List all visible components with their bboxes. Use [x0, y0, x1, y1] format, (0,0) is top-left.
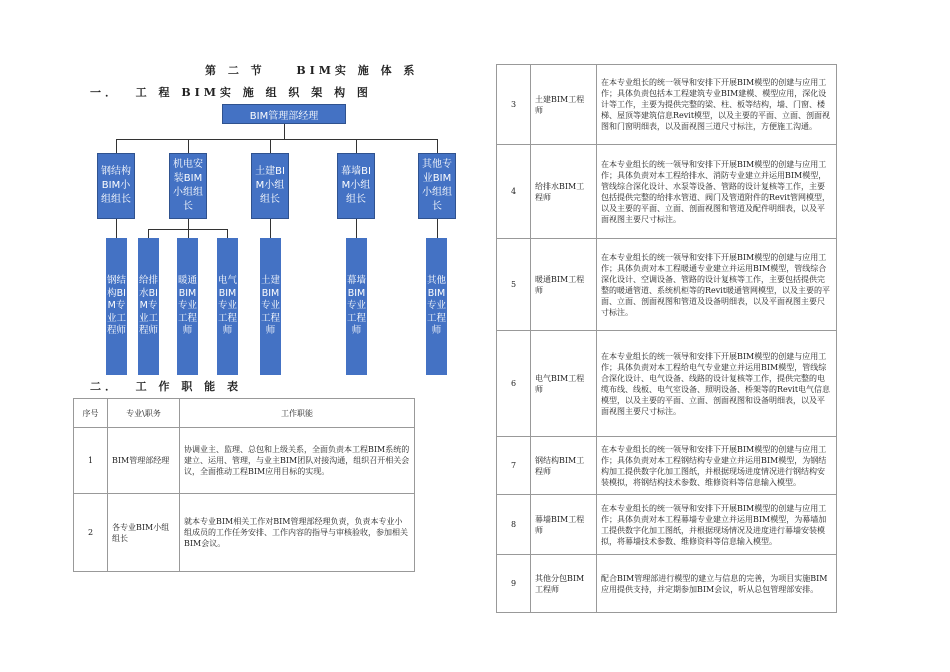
table-row — [497, 495, 837, 555]
row-role: 暖通BIM工程师 — [531, 239, 597, 331]
connector — [270, 219, 271, 238]
row-duty: 在本专业组长的统一领导和安排下开展BIM模型的创建与应用工作；具体负责对本工程暖通专业建立并运用BIM模型，管线综合深化设计、空调设备、管路的设计复核等工作，主要包括提供完整的暖通管道、系统机柜等的Revit暖通管网模型，以及主要的平面、立面、剖面视图和管道及设备明细表，以及平面视图主要尺寸标注。 — [597, 239, 837, 331]
row-duty: 配合BIM管理部进行模型的建立与信息的完善，为项目实施BIM应用提供支持，并定期参加BIM会议，听从总包管理部安排。 — [597, 555, 837, 613]
org-group-box: 土建BIM小组组长 — [251, 153, 289, 219]
row-duty: 在本专业组长的统一领导和安排下开展BIM模型的创建与应用工作；具体负责对本工程给电气专业建立并运用BIM模型，管线综合深化设计、电气设备、线路的设计复核等工作，提供完整的电缆布线、线板、电气室设备、照明设备、桥架等的Revit电气信息模型，以及主要的平面、立面、剖面视图和设备明细表，以及平面视图主要尺寸标注。 — [597, 331, 837, 437]
connector — [188, 219, 189, 229]
duty-table-left — [73, 398, 415, 572]
row-no: 6 — [497, 331, 531, 437]
org-engineer-box: 给排水BIM专业工程师 — [138, 238, 159, 375]
row-no: 7 — [497, 437, 531, 495]
org-group-box: 幕墙BIM小组组长 — [337, 153, 375, 219]
row-no: 8 — [497, 495, 531, 555]
connector — [437, 139, 438, 153]
col-header-role: 专业\职务 — [108, 399, 180, 428]
table-row — [74, 428, 415, 494]
org-chart-heading: 一． 工 程 BIM实 施 组 织 架 构 图 — [90, 86, 372, 99]
table-row — [74, 494, 415, 572]
row-no: 2 — [74, 494, 108, 572]
row-role: 各专业BIM小组组长 — [108, 494, 180, 572]
row-no: 4 — [497, 145, 531, 239]
connector — [284, 124, 285, 139]
org-engineer-box: 钢结构BIM专业工程师 — [106, 238, 127, 375]
page-title: 第 二 节 BIM实 施 体 系 — [205, 64, 419, 77]
table-header-row — [74, 399, 415, 428]
table-row — [497, 331, 837, 437]
row-duty: 在本专业组长的统一领导和安排下开展BIM模型的创建与应用工作；具体负责对本工程给排水、消防专业建立并运用BIM模型，管线综合深化设计、水泵等设备、管路的设计复核等工作，主要包括提供完整的给排水管道、阀门及管道附件的Revit管网模型，以及主要的平面、立面、剖面视图和管道及配件明细表，以及平面视图主要尺寸标注。 — [597, 145, 837, 239]
org-group-box: 其他专业BIM小组组长 — [418, 153, 456, 219]
table-row — [497, 65, 837, 145]
row-duty: 在本专业组长的统一领导和安排下开展BIM模型的创建与应用工作；具体负责对本工程幕墙专业建立并运用BIM模型，为幕墙加工提供数字化加工图纸，并根据现场情况及进度进行幕墙安装模拟，将幕墙技术参数、维修资料等信息输入模型。 — [597, 495, 837, 555]
connector — [188, 229, 189, 238]
table-row — [497, 555, 837, 613]
row-no: 5 — [497, 239, 531, 331]
connector — [356, 219, 357, 238]
table-row — [497, 437, 837, 495]
connector — [116, 219, 117, 238]
row-role: 钢结构BIM工程师 — [531, 437, 597, 495]
duty-table-heading: 二． 工 作 职 能 表 — [90, 380, 242, 393]
connector — [356, 139, 357, 153]
org-root-box: BIM管理部经理 — [222, 104, 346, 124]
row-role: 给排水BIM工程师 — [531, 145, 597, 239]
table-row — [497, 239, 837, 331]
org-engineer-box: 其他BIM专业工程师 — [426, 238, 447, 375]
row-no: 3 — [497, 65, 531, 145]
org-engineer-box: 电气BIM专业工程师 — [217, 238, 238, 375]
org-group-box: 机电安装BIM小组组长 — [169, 153, 207, 219]
connector — [116, 139, 438, 140]
row-duty: 协调业主、监理、总包和上级关系，全面负责本工程BIM系统的建立、运用、管理，与业主BIM团队对接沟通，组织召开相关会议，全面推动工程BIM应用目标的实现。 — [180, 428, 415, 494]
connector — [148, 229, 149, 238]
row-role: 电气BIM工程师 — [531, 331, 597, 437]
connector — [116, 139, 117, 153]
row-role: 土建BIM工程师 — [531, 65, 597, 145]
connector — [227, 229, 228, 238]
connector — [437, 219, 438, 238]
col-header-duty: 工作职能 — [180, 399, 415, 428]
row-duty: 就本专业BIM相关工作对BIM管理部经理负责，负责本专业小组成员的工作任务安排、工作内容的指导与审核验收，参加相关BIM会议。 — [180, 494, 415, 572]
row-role: 其他分包BIM工程师 — [531, 555, 597, 613]
duty-table-right — [496, 64, 837, 613]
table-row — [497, 145, 837, 239]
org-group-box: 钢结构BIM小组组长 — [97, 153, 135, 219]
row-role: BIM管理部经理 — [108, 428, 180, 494]
row-duty: 在本专业组长的统一领导和安排下开展BIM模型的创建与应用工作；具体负责对本工程钢结构专业建立并运用BIM模型，为钢结构加工提供数字化加工图纸，并根据现场进度情况进行钢结构安装模拟，将钢结构技术参数、维修资料等信息输入模型。 — [597, 437, 837, 495]
row-no: 9 — [497, 555, 531, 613]
connector — [270, 139, 271, 153]
row-role: 幕墙BIM工程师 — [531, 495, 597, 555]
row-duty: 在本专业组长的统一领导和安排下开展BIM模型的创建与应用工作；具体负责包括本工程建筑专业BIM建模、模型应用，深化设计等工作，主要为提供完整的梁、柱、板等结构，墙、门窗、楼梯、屋顶等建筑信息Revit模型，以及主要的平面、立面、剖面视图和门窗明细表，以及面视图三道尺寸标注，方便施工沟通。 — [597, 65, 837, 145]
col-header-no: 序号 — [74, 399, 108, 428]
connector — [188, 139, 189, 153]
org-engineer-box: 暖通BIM专业工程师 — [177, 238, 198, 375]
org-engineer-box: 土建BIM专业工程师 — [260, 238, 281, 375]
org-engineer-box: 幕墙BIM专业工程师 — [346, 238, 367, 375]
row-no: 1 — [74, 428, 108, 494]
